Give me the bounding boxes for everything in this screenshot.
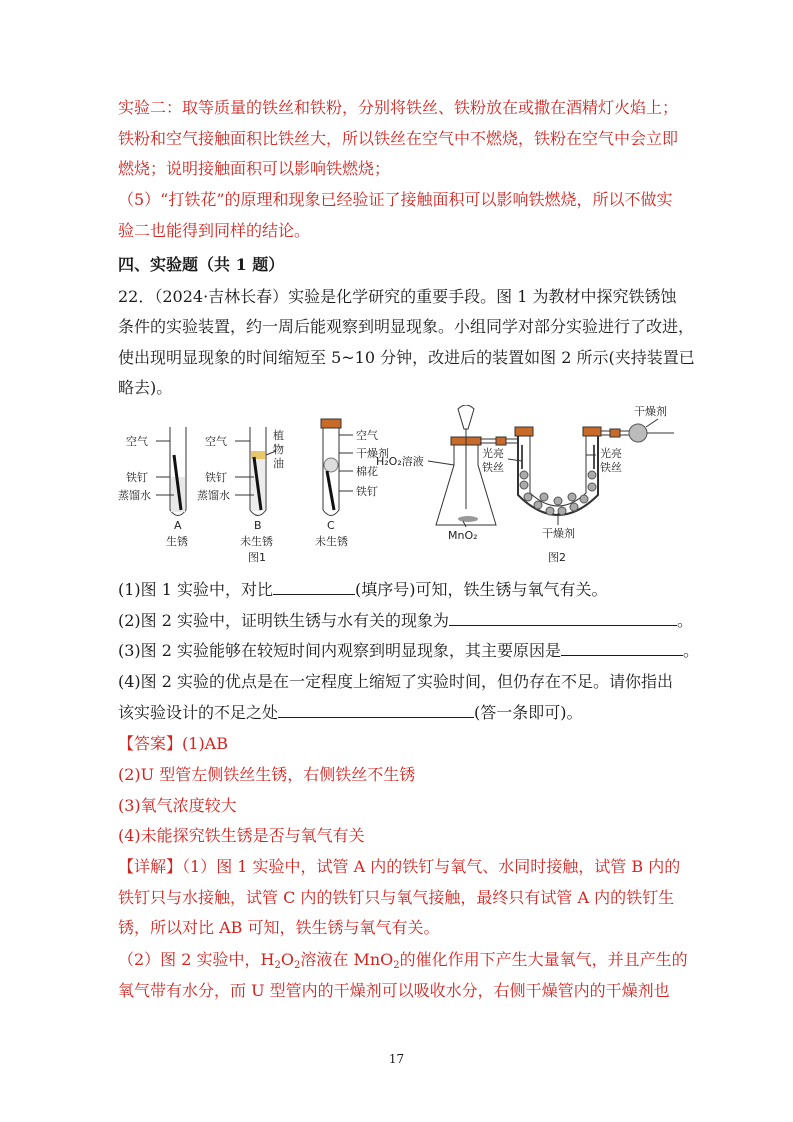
text-line: 实验二：取等质量的铁丝和铁粉，分别将铁丝、铁粉放在或撒在酒精灯火焰上； bbox=[118, 98, 679, 117]
text-line: 燃烧；说明接触面积可以影响铁燃烧； bbox=[118, 159, 391, 178]
answer-line-3: (3)氧气浓度较大 bbox=[118, 796, 237, 815]
answer-blank bbox=[561, 641, 683, 656]
question-stem: 22．（2024·吉林长春）实验是化学研究的重要手段。图 1 为教材中探究铁锈蚀 bbox=[118, 287, 677, 306]
label-tube-b: B bbox=[254, 519, 262, 532]
label-nail-c: 铁钉 bbox=[356, 485, 378, 498]
label-oil-3: 油 bbox=[273, 457, 284, 470]
label-rust-a: 生锈 bbox=[166, 535, 188, 548]
label-water-b: 蒸馏水 bbox=[197, 489, 230, 502]
label-bright-right-1: 光亮 bbox=[600, 447, 622, 460]
mno2-powder bbox=[458, 516, 478, 522]
label-norust-c: 未生锈 bbox=[315, 535, 348, 548]
subquestion-4-cont: 该实验设计的不足之处 (答一条即可)。 bbox=[118, 703, 583, 722]
cotton-c bbox=[324, 458, 338, 472]
drying-tube bbox=[629, 424, 647, 442]
section-heading: 四、实验题（共 1 题） bbox=[118, 255, 285, 274]
subquestion-4: (4)图 2 实验的优点是在一定程度上缩短了实验时间，但仍存在不足。请你指出 bbox=[118, 672, 674, 691]
label-oil-1: 植 bbox=[273, 429, 284, 442]
label-norust-b: 未生锈 bbox=[240, 535, 273, 548]
question-stem: 略去)。 bbox=[118, 378, 173, 397]
label-desiccant-c: 干燥剂 bbox=[356, 447, 389, 460]
label-h2o2: H₂O₂溶液 bbox=[376, 455, 424, 468]
text-line: 验二也能得到同样的结论。 bbox=[118, 221, 311, 240]
answer-line-1: 【答案】(1)AB bbox=[118, 734, 228, 753]
answer-blank bbox=[278, 703, 474, 718]
label-cotton-c: 棉花 bbox=[356, 465, 378, 478]
page-number: 17 bbox=[388, 1052, 405, 1066]
experiment-diagram bbox=[118, 405, 678, 565]
subquestion-2: (2)图 2 实验中，证明铁生锈与水有关的现象为 。 bbox=[118, 611, 694, 630]
label-desiccant-u: 干燥剂 bbox=[542, 527, 575, 540]
label-bright-right-2: 铁丝 bbox=[600, 461, 622, 474]
answer-blank bbox=[273, 580, 355, 595]
label-nail-b: 铁钉 bbox=[205, 471, 227, 484]
label-bright-left-2: 铁丝 bbox=[482, 461, 504, 474]
label-air-a: 空气 bbox=[126, 435, 148, 448]
desiccant-granules bbox=[520, 471, 596, 515]
subquestion-1: (1)图 1 实验中，对比 (填序号)可知，铁生锈与氧气有关。 bbox=[118, 580, 608, 599]
detail-line-5: 氧气带有水分，而 U 型管内的干燥剂可以吸收水分，右侧干燥管内的干燥剂也 bbox=[118, 981, 670, 1000]
answer-line-2: (2)U 型管左侧铁丝生锈，右侧铁丝不生锈 bbox=[118, 765, 416, 784]
label-water-a: 蒸馏水 bbox=[118, 489, 151, 502]
detail-line-2: 铁钉只与水接触，试管 C 内的铁钉只与氧气接触，最终只有试管 A 内的铁钉生 bbox=[118, 888, 675, 907]
answer-line-4: (4)未能探究铁生锈是否与氧气有关 bbox=[118, 826, 365, 845]
detail-line-4: （2）图 2 实验中，$H_2O_2$溶液在 MnO$_2$的催化作用下产生大量氧气，并且产生的 bbox=[118, 950, 688, 971]
label-tube-c: C bbox=[327, 519, 335, 532]
label-air-b: 空气 bbox=[205, 435, 227, 448]
label-desiccant-top: 干燥剂 bbox=[634, 405, 667, 418]
experiment-figure bbox=[118, 405, 678, 565]
detail-line-3: 锈，所以对比 AB 可知，铁生锈与氧气有关。 bbox=[118, 918, 440, 937]
label-nail-a: 铁钉 bbox=[126, 471, 148, 484]
label-air-c: 空气 bbox=[356, 429, 378, 442]
label-oil-2: 物 bbox=[273, 443, 284, 456]
text-line: 铁粉和空气接触面积比铁丝大，所以铁丝在空气中不燃烧，铁粉在空气中会立即 bbox=[118, 129, 679, 148]
label-mno2: MnO₂ bbox=[448, 529, 478, 542]
label-tube-a: A bbox=[174, 519, 182, 532]
subquestion-3: (3)图 2 实验能够在较短时间内观察到明显现象，其主要原因是 。 bbox=[118, 641, 700, 660]
fig1-caption: 图1 bbox=[248, 551, 266, 564]
text-line: （5）“打铁花”的原理和现象已经验证了接触面积可以影响铁燃烧，所以不做实 bbox=[118, 190, 673, 209]
separatory-funnel bbox=[458, 405, 474, 429]
answer-blank bbox=[449, 611, 677, 626]
question-stem: 使出现明显现象的时间缩短至 5~10 分钟，改进后的装置如图 2 所示(夹持装置已 bbox=[118, 348, 695, 367]
detail-line-1: 【详解】（1）图 1 实验中，试管 A 内的铁钉与氧气、水同时接触，试管 B 内的 bbox=[118, 857, 681, 876]
fig2-caption: 图2 bbox=[548, 551, 566, 564]
stopper-c bbox=[321, 419, 341, 428]
label-bright-left-1: 光亮 bbox=[482, 447, 504, 460]
nail-c bbox=[327, 471, 334, 510]
question-stem: 条件的实验装置，约一周后能观察到明显现象。小组同学对部分实验进行了改进， bbox=[118, 317, 695, 336]
